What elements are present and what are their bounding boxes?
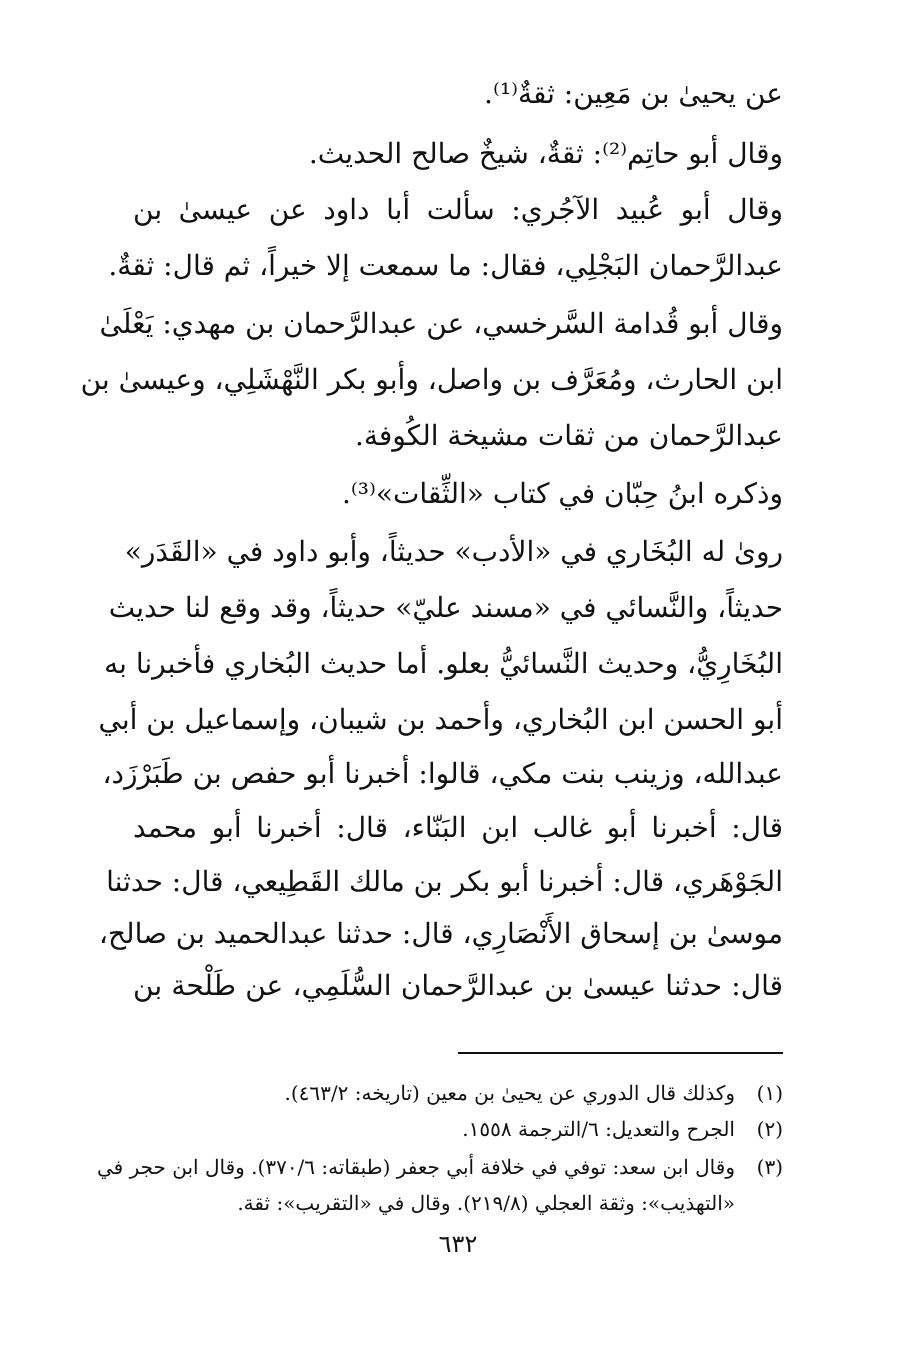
footnote-number: (٢) — [756, 1117, 783, 1141]
footnote-text: «التهذيب»: وثقة العجلي (٢١٩/٨). وقال في «التقريب»: ثقة. — [237, 1191, 735, 1215]
footnote — [83, 1112, 783, 1146]
body-line: الجَوْهَري، قال: أخبرنا أبو بكر بن مالك القَطِيعي، قال: حدثنا — [106, 865, 783, 898]
body-line: حديثاً، والنَّسائي في «مسند عليّ» حديثاً، وقد وقع لنا حديث — [108, 591, 783, 624]
body-line: البُخَارِيُّ، وحديث النَّسائيُّ بعلو. أما حديث البُخاري فأخبرنا به — [104, 647, 783, 680]
body-line: عبدالرَّحمان من ثقات مشيخة الكُوفة. — [354, 419, 783, 452]
body-line: ابن الحارث، ومُعَرَّف بن واصل، وأبو بكر النَّهْشَلِي، وعيسىٰ بن — [80, 363, 783, 396]
body-line: قال: حدثنا عيسىٰ بن عبدالرَّحمان السُّلَمِي، عن طَلْحة بن — [133, 969, 783, 1002]
body-line: عبدالله، وزينب بنت مكي، قالوا: أخبرنا أبو حفص بن طَبَرْزَد، — [102, 757, 783, 790]
body-line: وقال أبو عُبيد الآجُري: سألت أبا داود عن عيسىٰ بن — [133, 193, 783, 226]
body-line: موسىٰ بن إسحاق الأَنْصَارِي، قال: حدثنا عبدالحميد بن صالح، — [98, 917, 783, 950]
body-line: وذكره ابنُ حِبّان في كتاب «الثِّقات»⁽³⁾. — [341, 477, 783, 510]
footnote-continuation — [83, 1186, 783, 1220]
footnote-number: (١) — [756, 1081, 783, 1105]
footnote-text: وقال ابن سعد: توفي في خلافة أبي جعفر (طبقاته: ٣٧٠/٦). وقال ابن حجر في — [97, 1155, 735, 1179]
footnote — [83, 1076, 783, 1110]
body-line: أبو الحسن ابن البُخاري، وأحمد بن شيبان، وإسماعيل بن أبي — [98, 703, 783, 736]
footnote-text: وكذلك قال الدوري عن يحيىٰ بن معين (تاريخه: ٤٦٣/٢). — [284, 1081, 735, 1105]
footnote — [83, 1150, 783, 1184]
body-line: وقال أبو قُدامة السَّرخسي، عن عبدالرَّحمان بن مهدي: يَعْلَىٰ — [99, 307, 783, 340]
body-line: قال: أخبرنا أبو غالب ابن البَنّاء، قال: أخبرنا أبو محمد — [133, 811, 783, 844]
body-line: عبدالرَّحمان البَجْلِي، فقال: ما سمعت إلا خيراً، ثم قال: ثقةٌ. — [108, 249, 783, 282]
footnote-number: (٣) — [756, 1155, 783, 1179]
page-number: ٦٣٢ — [438, 1230, 478, 1258]
body-line: عن يحيىٰ بن مَعِين: ثقةٌ⁽¹⁾. — [484, 77, 783, 110]
footnote-separator — [458, 1052, 783, 1054]
body-line: وقال أبو حاتِم⁽²⁾: ثقةٌ، شيخٌ صالح الحديث. — [308, 137, 783, 170]
body-line: روىٰ له البُخَاري في «الأدب» حديثاً، وأبو داود في «القَدَر» — [124, 535, 783, 568]
footnote-text: الجرح والتعديل: ٦/الترجمة ١٥٥٨. — [462, 1117, 735, 1141]
